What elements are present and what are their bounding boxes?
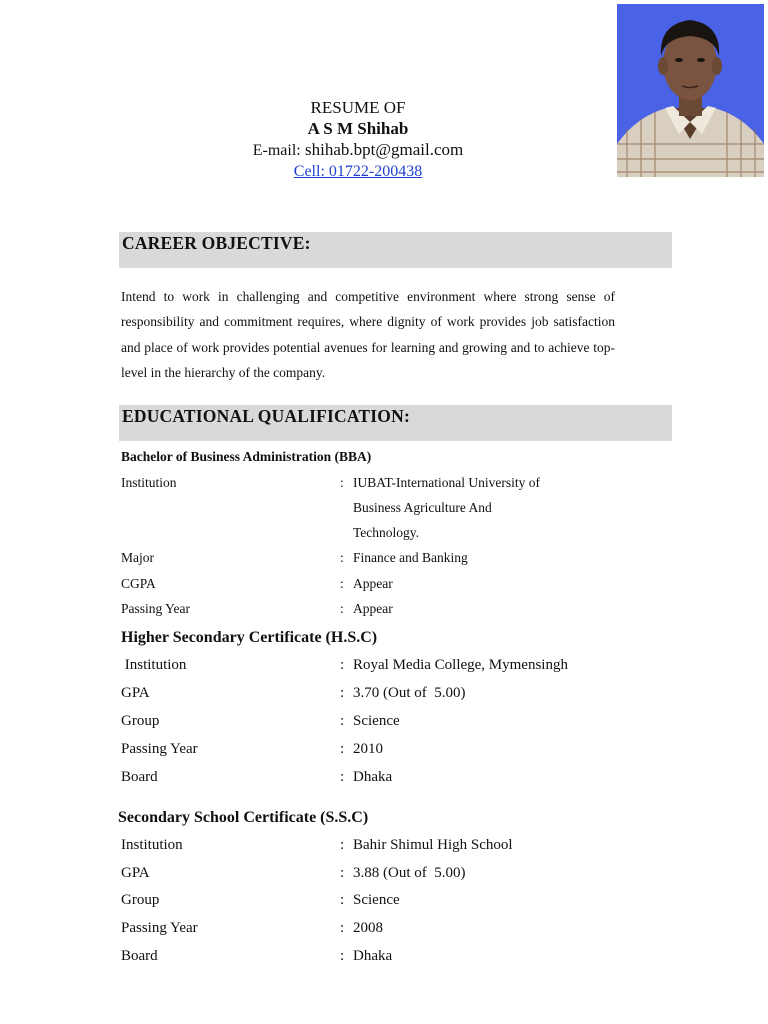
row-colon: : bbox=[340, 769, 345, 785]
row-key: Passing Year bbox=[121, 741, 198, 757]
row-value: Bahir Shimul High School bbox=[353, 837, 513, 853]
row-value: Science bbox=[353, 713, 400, 729]
email-address[interactable]: shihab.bpt@gmail.com bbox=[304, 140, 464, 159]
row-colon: : bbox=[340, 865, 345, 881]
row-key: GPA bbox=[121, 685, 150, 701]
email-label: E-mail: bbox=[252, 142, 301, 159]
row-value: IUBAT-International University of bbox=[353, 475, 540, 490]
row-value: 2008 bbox=[353, 920, 383, 936]
row-colon: : bbox=[340, 713, 345, 729]
education-heading bbox=[119, 405, 672, 441]
row-value: Royal Media College, Mymensingh bbox=[353, 657, 568, 673]
row-value: Dhaka bbox=[353, 948, 393, 964]
cell-link[interactable]: Cell: 01722-200438 bbox=[293, 163, 423, 180]
row-colon: : bbox=[340, 550, 344, 565]
resume-header bbox=[0, 97, 716, 182]
career-objective-title: CAREER OBJECTIVE: bbox=[122, 233, 311, 253]
row-value: 3.70 (Out of 5.00) bbox=[353, 685, 466, 701]
row-colon: : bbox=[340, 920, 345, 936]
education-title: EDUCATIONAL QUALIFICATION: bbox=[122, 406, 410, 426]
career-objective-heading bbox=[119, 232, 672, 268]
row-key: CGPA bbox=[121, 576, 156, 591]
row-value: Finance and Banking bbox=[353, 550, 468, 565]
row-value: Appear bbox=[353, 601, 393, 616]
row-value: 3.88 (Out of 5.00) bbox=[353, 865, 466, 881]
row-value: 2010 bbox=[353, 741, 383, 757]
row-colon: : bbox=[340, 475, 344, 490]
hsc-title: Higher Secondary Certificate (H.S.C) bbox=[121, 629, 378, 646]
bba-title: Bachelor of Business Administration (BBA) bbox=[121, 449, 372, 464]
row-key: Passing Year bbox=[121, 920, 198, 936]
row-key: Major bbox=[121, 550, 154, 565]
row-value: Science bbox=[353, 892, 400, 908]
row-colon: : bbox=[340, 601, 344, 616]
row-key: Board bbox=[121, 948, 158, 964]
row-colon: : bbox=[340, 948, 345, 964]
bba-institution-cont-2: Technology. bbox=[353, 525, 420, 540]
row-key: GPA bbox=[121, 865, 150, 881]
ssc-title: Secondary School Certificate (S.S.C) bbox=[118, 809, 369, 826]
row-key: Institution bbox=[121, 837, 183, 853]
row-key: Institution bbox=[121, 475, 177, 490]
row-colon: : bbox=[340, 657, 345, 673]
candidate-name: A S M Shihab bbox=[307, 119, 409, 138]
row-colon: : bbox=[340, 892, 345, 908]
row-value: Appear bbox=[353, 576, 393, 591]
row-colon: : bbox=[340, 576, 344, 591]
row-key: Passing Year bbox=[121, 601, 191, 616]
career-objective-text: Intend to work in challenging and competitive environment where strong sense of responsibility and commitment requires, where dignity of work provides job satisfaction and place of work provides potential avenues for learning and growing and to achieve top-level in the hierarchy of the company. bbox=[121, 289, 615, 380]
row-key: Group bbox=[121, 892, 160, 908]
row-value: Dhaka bbox=[353, 769, 393, 785]
row-key: Group bbox=[121, 713, 160, 729]
row-key: Board bbox=[121, 769, 158, 785]
row-colon: : bbox=[340, 837, 345, 853]
email-line bbox=[0, 139, 716, 161]
bba-institution-cont-1: Business Agriculture And bbox=[353, 500, 492, 515]
row-colon: : bbox=[340, 741, 345, 757]
row-key: Institution bbox=[121, 657, 187, 673]
resume-of-label: RESUME OF bbox=[310, 98, 406, 117]
row-colon: : bbox=[340, 685, 345, 701]
